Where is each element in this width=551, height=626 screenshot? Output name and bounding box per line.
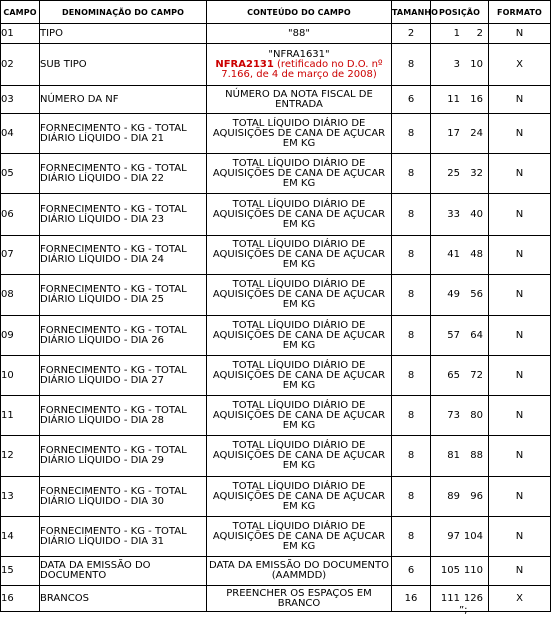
closing-quote: ”; (459, 605, 468, 616)
cell-campo: 03 (1, 86, 40, 114)
posicao-fim: 16 (470, 93, 483, 105)
posicao-inicio: 65 (447, 369, 460, 381)
cell-posicao (431, 44, 489, 86)
header-conteudo: CONTEÚDO DO CAMPO (207, 1, 392, 24)
posicao-inicio: 89 (447, 490, 460, 502)
conteudo-original: "NFRA1631" (268, 48, 330, 60)
cell-tamanho: 2 (392, 24, 431, 44)
cell-denominacao: FORNECIMENTO - KG - TOTAL DIÁRIO LÍQUIDO - DIA 29 (40, 436, 207, 477)
cell-conteudo: TOTAL LÍQUIDO DIÁRIO DE AQUISIÇÕES DE CANA DE AÇUCAR EM KG (207, 436, 392, 477)
cell-campo: 05 (1, 154, 40, 194)
correction-note: (retificado no D.O. nº 7.166, de 4 de março de 2008) (221, 58, 383, 80)
header-row (1, 1, 551, 24)
posicao-fim: 32 (470, 167, 483, 179)
cell-campo: 16 (1, 586, 40, 612)
cell-formato: X (489, 586, 551, 612)
header-denominacao: DENOMINAÇÃO DO CAMPO (40, 1, 207, 24)
posicao-fim: 48 (470, 249, 483, 260)
posicao-inicio: 105 (440, 565, 460, 576)
table-row (1, 557, 551, 586)
table-row (1, 275, 551, 316)
cell-campo: 11 (1, 396, 40, 436)
posicao-fim: 126 (463, 592, 483, 604)
table-row (1, 396, 551, 436)
posicao-inicio: 11 (447, 93, 460, 105)
cell-denominacao: FORNECIMENTO - KG - TOTAL DIÁRIO LÍQUIDO - DIA 26 (40, 316, 207, 356)
cell-posicao (431, 477, 489, 517)
cell-denominacao: NÚMERO DA NF (40, 86, 207, 114)
posicao-inicio: 1 (453, 27, 460, 39)
cell-formato: N (489, 557, 551, 586)
posicao-fim: 104 (463, 530, 483, 542)
posicao-fim: 56 (470, 289, 483, 300)
cell-conteudo: DATA DA EMISSÃO DO DOCUMENTO (AAMMDD) (207, 557, 392, 586)
cell-tamanho: 8 (392, 396, 431, 436)
cell-denominacao: FORNECIMENTO - KG - TOTAL DIÁRIO LÍQUIDO - DIA 28 (40, 396, 207, 436)
cell-conteudo: TOTAL LÍQUIDO DIÁRIO DE AQUISIÇÕES DE CANA DE AÇUCAR EM KG (207, 517, 392, 557)
posicao-inicio: 81 (447, 450, 460, 461)
cell-posicao (431, 154, 489, 194)
cell-campo: 07 (1, 236, 40, 275)
cell-campo: 08 (1, 275, 40, 316)
table-row (1, 24, 551, 44)
header-campo: CAMPO (1, 1, 40, 24)
posicao-fim: 88 (470, 450, 483, 461)
cell-denominacao: DATA DA EMISSÃO DO DOCUMENTO (40, 557, 207, 586)
cell-formato: N (489, 356, 551, 396)
cell-posicao (431, 275, 489, 316)
cell-formato: N (489, 24, 551, 44)
cell-posicao (431, 396, 489, 436)
cell-conteudo: NÚMERO DA NOTA FISCAL DE ENTRADA (207, 86, 392, 114)
cell-tamanho: 16 (392, 586, 431, 612)
posicao-inicio: 73 (447, 409, 460, 421)
cell-campo: 10 (1, 356, 40, 396)
cell-posicao (431, 114, 489, 154)
posicao-fim: 80 (470, 409, 483, 421)
cell-conteudo: TOTAL LÍQUIDO DIÁRIO DE AQUISIÇÕES DE CANA DE AÇUCAR EM KG (207, 194, 392, 236)
cell-campo: 04 (1, 114, 40, 154)
cell-denominacao: FORNECIMENTO - KG - TOTAL DIÁRIO LÍQUIDO - DIA 31 (40, 517, 207, 557)
cell-posicao (431, 86, 489, 114)
header-formato: FORMATO (489, 1, 551, 24)
cell-denominacao: FORNECIMENTO - KG - TOTAL DIÁRIO LÍQUIDO - DIA 22 (40, 154, 207, 194)
cell-conteudo: TOTAL LÍQUIDO DIÁRIO DE AQUISIÇÕES DE CANA DE AÇUCAR EM KG (207, 236, 392, 275)
cell-posicao (431, 517, 489, 557)
cell-tamanho: 8 (392, 477, 431, 517)
table-row (1, 316, 551, 356)
cell-denominacao: SUB TIPO (40, 44, 207, 86)
posicao-inicio: 33 (447, 208, 460, 220)
cell-conteudo: PREENCHER OS ESPAÇOS EM BRANCO (207, 586, 392, 612)
cell-conteudo: TOTAL LÍQUIDO DIÁRIO DE AQUISIÇÕES DE CANA DE AÇUCAR EM KG (207, 477, 392, 517)
cell-denominacao: FORNECIMENTO - KG - TOTAL DIÁRIO LÍQUIDO - DIA 23 (40, 194, 207, 236)
cell-formato: N (489, 194, 551, 236)
cell-conteudo: TOTAL LÍQUIDO DIÁRIO DE AQUISIÇÕES DE CANA DE AÇUCAR EM KG (207, 114, 392, 154)
cell-denominacao: BRANCOS (40, 586, 207, 612)
cell-tamanho: 8 (392, 436, 431, 477)
cell-campo: 14 (1, 517, 40, 557)
cell-posicao (431, 557, 489, 586)
cell-formato: X (489, 44, 551, 86)
cell-tamanho: 8 (392, 44, 431, 86)
cell-posicao (431, 356, 489, 396)
table-row (1, 194, 551, 236)
cell-conteudo: "88" (207, 24, 392, 44)
cell-campo: 13 (1, 477, 40, 517)
cell-denominacao: TIPO (40, 24, 207, 44)
header-posicao: POSIÇÃO (431, 1, 489, 24)
cell-conteudo (207, 44, 392, 86)
cell-tamanho: 8 (392, 275, 431, 316)
cell-formato: N (489, 517, 551, 557)
cell-tamanho: 6 (392, 557, 431, 586)
cell-posicao (431, 436, 489, 477)
cell-tamanho: 8 (392, 517, 431, 557)
posicao-inicio: 49 (447, 289, 460, 300)
posicao-fim: 2 (476, 27, 483, 39)
table-row (1, 356, 551, 396)
cell-tamanho: 8 (392, 356, 431, 396)
posicao-inicio: 41 (447, 249, 460, 260)
cell-tamanho: 8 (392, 194, 431, 236)
cell-formato: N (489, 114, 551, 154)
posicao-fim: 110 (463, 565, 483, 576)
cell-formato: N (489, 316, 551, 356)
cell-formato: N (489, 86, 551, 114)
cell-tamanho: 6 (392, 86, 431, 114)
correction-code: NFRA2131 (215, 58, 274, 70)
header-tamanho: TAMANHO (392, 1, 431, 24)
table-row (1, 86, 551, 114)
posicao-fim: 24 (470, 127, 483, 139)
posicao-fim: 10 (470, 58, 483, 70)
posicao-inicio: 97 (447, 530, 460, 542)
cell-formato: N (489, 477, 551, 517)
cell-denominacao: FORNECIMENTO - KG - TOTAL DIÁRIO LÍQUIDO - DIA 21 (40, 114, 207, 154)
cell-posicao (431, 316, 489, 356)
cell-formato: N (489, 236, 551, 275)
cell-tamanho: 8 (392, 316, 431, 356)
cell-campo: 06 (1, 194, 40, 236)
posicao-inicio: 17 (447, 127, 460, 139)
cell-conteudo: TOTAL LÍQUIDO DIÁRIO DE AQUISIÇÕES DE CANA DE AÇUCAR EM KG (207, 316, 392, 356)
cell-conteudo: TOTAL LÍQUIDO DIÁRIO DE AQUISIÇÕES DE CANA DE AÇUCAR EM KG (207, 275, 392, 316)
cell-formato: N (489, 154, 551, 194)
cell-tamanho: 8 (392, 154, 431, 194)
cell-campo: 09 (1, 316, 40, 356)
table-row (1, 114, 551, 154)
cell-formato: N (489, 436, 551, 477)
table-row (1, 44, 551, 86)
posicao-fim: 96 (470, 490, 483, 502)
cell-denominacao: FORNECIMENTO - KG - TOTAL DIÁRIO LÍQUIDO - DIA 25 (40, 275, 207, 316)
cell-formato: N (489, 275, 551, 316)
cell-conteudo: TOTAL LÍQUIDO DIÁRIO DE AQUISIÇÕES DE CANA DE AÇUCAR EM KG (207, 396, 392, 436)
cell-tamanho: 8 (392, 114, 431, 154)
cell-posicao (431, 236, 489, 275)
posicao-fim: 64 (470, 329, 483, 341)
posicao-inicio: 3 (453, 58, 460, 70)
table-row (1, 517, 551, 557)
cell-posicao (431, 24, 489, 44)
cell-posicao (431, 194, 489, 236)
table-row (1, 586, 551, 612)
cell-tamanho: 8 (392, 236, 431, 275)
cell-campo: 12 (1, 436, 40, 477)
cell-campo: 01 (1, 24, 40, 44)
table-row (1, 236, 551, 275)
posicao-fim: 72 (470, 369, 483, 381)
posicao-inicio: 57 (447, 329, 460, 341)
cell-conteudo: TOTAL LÍQUIDO DIÁRIO DE AQUISIÇÕES DE CANA DE AÇUCAR EM KG (207, 154, 392, 194)
cell-denominacao: FORNECIMENTO - KG - TOTAL DIÁRIO LÍQUIDO - DIA 24 (40, 236, 207, 275)
table-row (1, 436, 551, 477)
posicao-fim: 40 (470, 208, 483, 220)
table-row (1, 477, 551, 517)
cell-denominacao: FORNECIMENTO - KG - TOTAL DIÁRIO LÍQUIDO - DIA 30 (40, 477, 207, 517)
cell-campo: 02 (1, 44, 40, 86)
table-row (1, 154, 551, 194)
cell-denominacao: FORNECIMENTO - KG - TOTAL DIÁRIO LÍQUIDO - DIA 27 (40, 356, 207, 396)
posicao-inicio: 25 (447, 167, 460, 179)
cell-campo: 15 (1, 557, 40, 586)
cell-formato: N (489, 396, 551, 436)
posicao-inicio: 111 (440, 592, 460, 604)
cell-conteudo: TOTAL LÍQUIDO DIÁRIO DE AQUISIÇÕES DE CANA DE AÇUCAR EM KG (207, 356, 392, 396)
